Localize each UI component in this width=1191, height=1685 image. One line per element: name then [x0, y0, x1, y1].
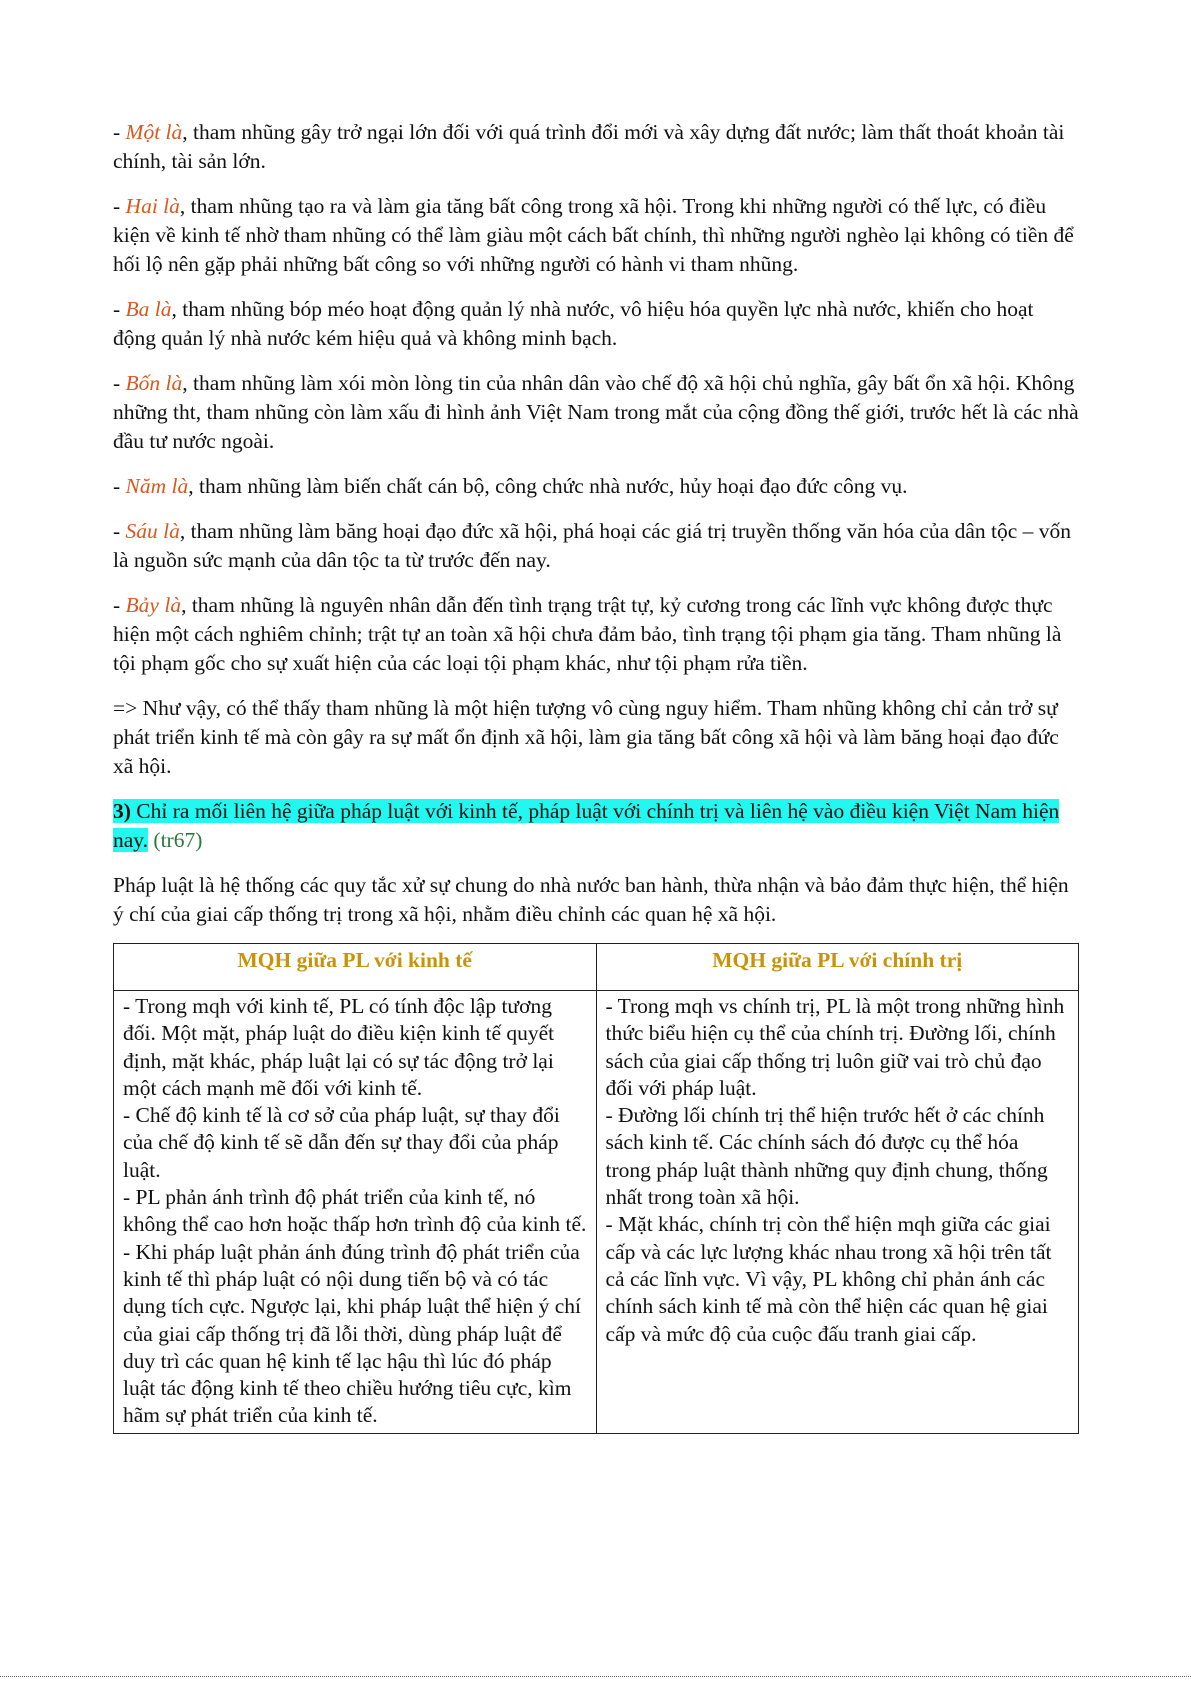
point-text: , tham nhũng làm xói mòn lòng tin của nhân dân vào chế độ xã hội chủ nghĩa, gây bất ổn xã hội. Không những tht, tham nhũng còn làm xấu đi hình ảnh Việt Nam trong mắt của cộng đồng thế giới, trước hết là các nhà đầu tư nước ngoài.: [113, 371, 1079, 453]
question-number: 3): [113, 799, 131, 823]
point-2: - Hai là, tham nhũng tạo ra và làm gia tăng bất công trong xã hội. Trong khi những người có thế lực, có điều kiện về kinh tế nhờ tham nhũng có thể làm giàu một cách bất chính, thì những người nghèo lại không có tiền để hối lộ nên gặp phải những bất công so với những người có hành vi tham nhũng.: [113, 194, 1074, 276]
point-marker: Bốn là: [125, 371, 183, 395]
point-7: - Bảy là, tham nhũng là nguyên nhân dẫn đến tình trạng trật tự, kỷ cương trong các lĩnh vực không được thực hiện một cách nghiêm chỉnh; trật tự an toàn xã hội chưa đảm bảo, tình trạng tội phạm gia tăng. Tham nhũng là tội phạm gốc cho sự xuất hiện của các loại tội phạm khác, như tội phạm rửa tiền.: [113, 593, 1062, 675]
point-text: , tham nhũng làm băng hoại đạo đức xã hội, phá hoại các giá trị truyền thống văn hóa của dân tộc – vốn là nguồn sức mạnh của dân tộc ta từ trước đến nay.: [113, 519, 1072, 572]
point-3: - Ba là, tham nhũng bóp méo hoạt động quản lý nhà nước, vô hiệu hóa quyền lực nhà nước, khiến cho hoạt động quản lý nhà nước kém hiệu quả và không minh bạch.: [113, 297, 1034, 350]
point-5: - Năm là, tham nhũng làm biến chất cán bộ, công chức nhà nước, hủy hoại đạo đức công vụ.: [113, 474, 908, 498]
politics-point: - Trong mqh vs chính trị, PL là một trong những hình thức biểu hiện cụ thể của chính trị. Đường lối, chính sách của giai cấp thống trị luôn giữ vai trò chủ đạo đối với pháp luật.: [605, 994, 1065, 1100]
header-politics: MQH giữa PL với chính trị: [596, 944, 1079, 991]
point-4: - Bốn là, tham nhũng làm xói mòn lòng tin của nhân dân vào chế độ xã hội chủ nghĩa, gây bất ổn xã hội. Không những tht, tham nhũng còn làm xấu đi hình ảnh Việt Nam trong mắt của cộng đồng thế giới, trước hết là các nhà đầu tư nước ngoài.: [113, 371, 1079, 453]
point-marker: Bảy là: [125, 593, 182, 617]
point-text: , tham nhũng là nguyên nhân dẫn đến tình trạng trật tự, kỷ cương trong các lĩnh vực không được thực hiện một cách nghiêm chỉnh; trật tự an toàn xã hội chưa đảm bảo, tình trạng tội phạm gia tăng. Tham nhũng là tội phạm gốc cho sự xuất hiện của các loại tội phạm khác, như tội phạm rửa tiền.: [113, 593, 1062, 675]
point-text: , tham nhũng tạo ra và làm gia tăng bất công trong xã hội. Trong khi những người có thế lực, có điều kiện về kinh tế nhờ tham nhũng có thể làm giàu một cách bất chính, thì những người nghèo lại không có tiền để hối lộ nên gặp phải những bất công so với những người có hành vi tham nhũng.: [113, 194, 1074, 276]
header-economy: MQH giữa PL với kinh tế: [114, 944, 597, 991]
table-row: [114, 991, 1079, 1434]
question-highlight: [113, 799, 1059, 852]
law-definition: Pháp luật là hệ thống các quy tắc xử sự chung do nhà nước ban hành, thừa nhận và bảo đảm thực hiện, thể hiện ý chí của giai cấp thống trị trong xã hội, nhằm điều chỉnh các quan hệ xã hội.: [113, 873, 1069, 926]
economy-point: - Trong mqh với kinh tế, PL có tính độc lập tương đối. Một mặt, pháp luật do điều kiện kinh tế quyết định, mặt khác, pháp luật lại có sự tác động trở lại một cách mạnh mẽ đối với kinh tế.: [123, 994, 555, 1100]
point-1: - Một là, tham nhũng gây trở ngại lớn đối với quá trình đổi mới và xây dựng đất nước; làm thất thoát khoản tài chính, tài sản lớn.: [113, 120, 1065, 173]
point-marker: Sáu là: [125, 519, 180, 543]
point-text: , tham nhũng làm biến chất cán bộ, công chức nhà nước, hủy hoại đạo đức công vụ.: [188, 474, 908, 498]
point-text: , tham nhũng gây trở ngại lớn đối với quá trình đổi mới và xây dựng đất nước; làm thất thoát khoản tài chính, tài sản lớn.: [113, 120, 1065, 173]
point-marker: Hai là: [125, 194, 180, 218]
politics-cell: [596, 991, 1079, 1434]
point-text: , tham nhũng bóp méo hoạt động quản lý nhà nước, vô hiệu hóa quyền lực nhà nước, khiến cho hoạt động quản lý nhà nước kém hiệu quả và không minh bạch.: [113, 297, 1034, 350]
relationship-table: [113, 943, 1079, 1434]
footer-divider: [0, 1676, 1191, 1679]
economy-point: - PL phản ánh trình độ phát triển của kinh tế, nó không thể cao hơn hoặc thấp hơn trình độ của kinh tế.: [123, 1185, 587, 1237]
politics-point: - Mặt khác, chính trị còn thể hiện mqh giữa các giai cấp và các lực lượng khác nhau trong xã hội trên tất cả các lĩnh vực. Vì vậy, PL không chỉ phản ánh các chính sách kinh tế mà còn thể hiện các quan hệ giai cấp và mức độ của cuộc đấu tranh giai cấp.: [605, 1212, 1052, 1346]
economy-point: - Chế độ kinh tế là cơ sở của pháp luật, sự thay đổi của chế độ kinh tế sẽ dẫn đến sự thay đổi của pháp luật.: [123, 1103, 560, 1182]
point-marker: Một là: [125, 120, 183, 144]
conclusion: => Như vậy, có thể thấy tham nhũng là một hiện tượng vô cùng nguy hiểm. Tham nhũng không chỉ cản trở sự phát triển kinh tế mà còn gây ra sự mất ổn định xã hội, làm gia tăng bất công xã hội và làm băng hoại đạo đức xã hội.: [113, 696, 1059, 778]
document-page: [113, 118, 1079, 1434]
question-page-ref: (tr67): [148, 828, 203, 852]
politics-point: - Đường lối chính trị thể hiện trước hết ở các chính sách kinh tế. Các chính sách đó được cụ thể hóa trong pháp luật thành những quy định chung, thống nhất trong toàn xã hội.: [605, 1103, 1048, 1210]
question-heading: [113, 797, 1079, 855]
question-text: Chỉ ra mối liên hệ giữa pháp luật với kinh tế, pháp luật với chính trị và liên hệ vào điều kiện Việt Nam hiện nay.: [113, 799, 1060, 852]
point-marker: Năm là: [125, 474, 189, 498]
table-header-row: [114, 944, 1079, 991]
point-marker: Ba là: [125, 297, 172, 321]
point-6: - Sáu là, tham nhũng làm băng hoại đạo đức xã hội, phá hoại các giá trị truyền thống văn hóa của dân tộc – vốn là nguồn sức mạnh của dân tộc ta từ trước đến nay.: [113, 519, 1072, 572]
economy-point: - Khi pháp luật phản ánh đúng trình độ phát triển của kinh tế thì pháp luật có nội dung tiến bộ và có tác dụng tích cực. Ngược lại, khi pháp luật thể hiện ý chí của giai cấp thống trị đã lỗi thời, dùng pháp luật để duy trì các quan hệ kinh tế lạc hậu thì lúc đó pháp luật tác động kinh tế theo chiều hướng tiêu cực, kìm hãm sự phát triển của kinh tế.: [123, 1239, 581, 1428]
economy-cell: [114, 991, 597, 1434]
